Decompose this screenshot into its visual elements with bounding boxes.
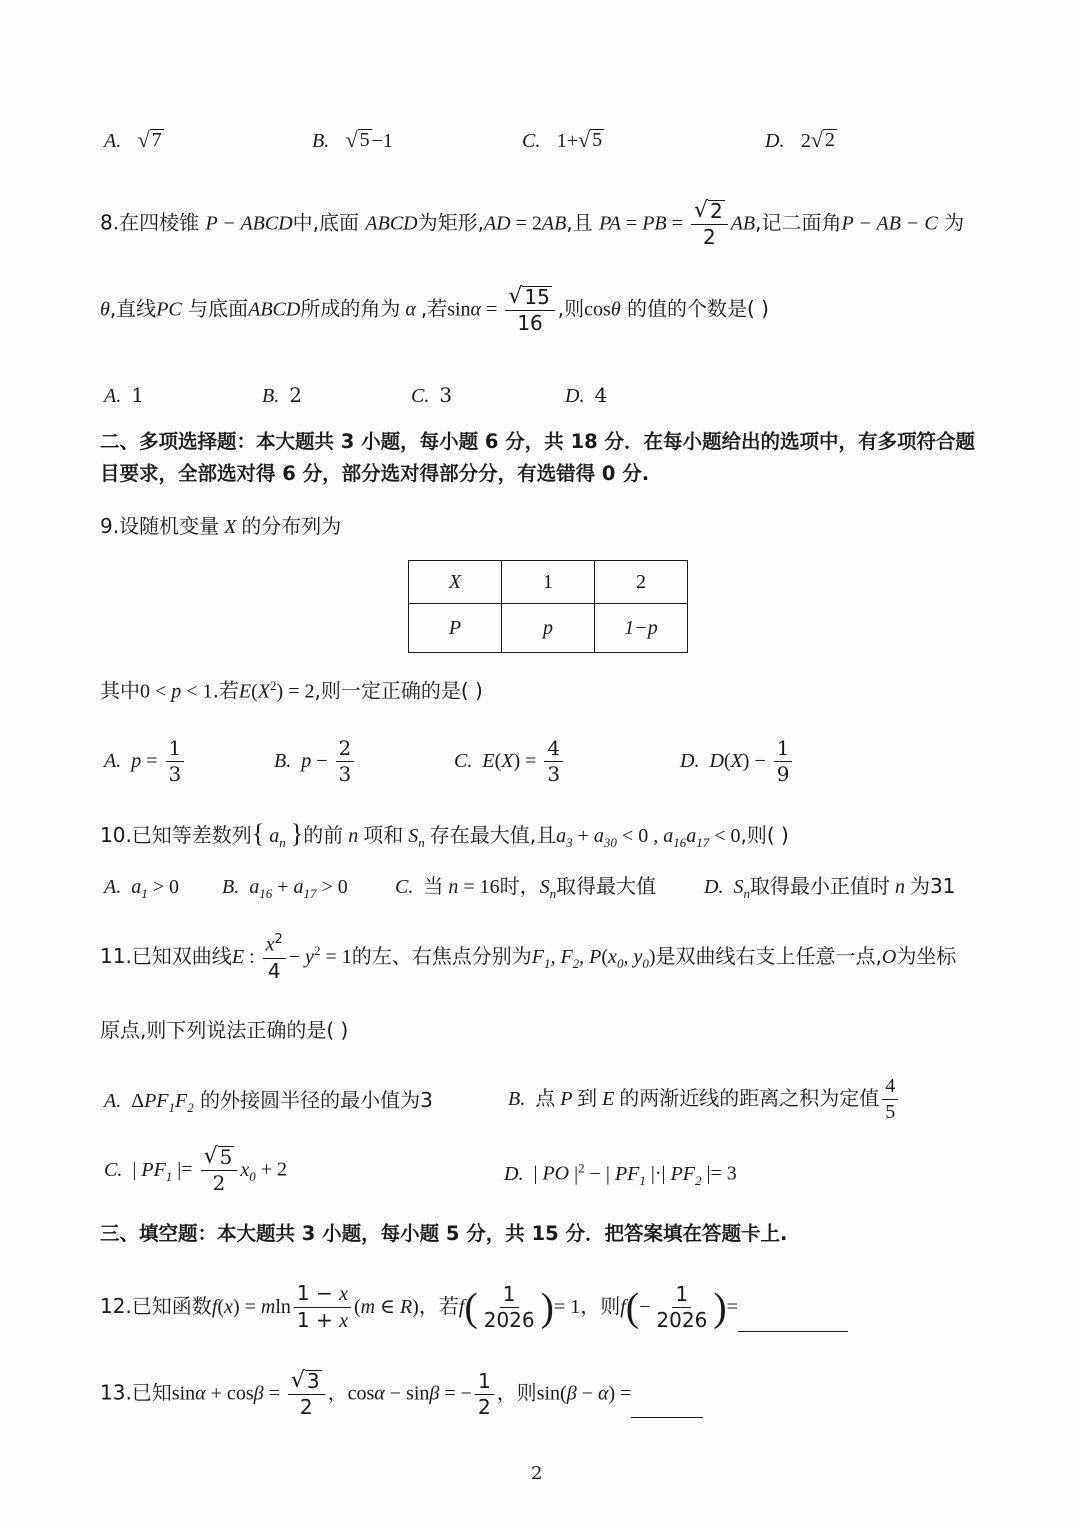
q9-distribution-table [408,560,688,653]
table-cell: p [502,604,595,653]
q8-option-b: B. 2 [262,383,302,407]
q9-intro: 9.设随机变量 X 的分布列为 [100,514,342,538]
q7-option-b: B. √ 5 −1 [312,127,393,152]
q10-option-a: A. $a_1 > 0$ [104,876,179,901]
q8-option-c: C. 3 [411,383,453,407]
q7-option-c: C. 1+ √ 5 [522,127,603,152]
q11-option-d: D. | PO $|^2$ − | $PF_1$ |·| $PF_2$ |= 3 [504,1160,737,1188]
q12-answer-blank[interactable] [738,1330,848,1332]
q7-option-a: A. √ 7 [104,127,162,152]
q9-option-a: A. p = $\frac{1}{3}$ [104,738,187,785]
q11-stem-line-1: 11.已知双曲线E : $\frac{x^2}{4}$ − $y^2 = 1$的左、右焦点分别为$F_1$, $F_2$, $P(x_0$, $y_0$)是双曲线右支上任意一点,O为坐标 [100,932,957,983]
q10-option-b: B. $a_{16} + a_{17} > 0$ [222,876,348,901]
section-2-heading-line-2: 目要求，全部选对得 6 分，部分选对得部分分，有选错得 0 分. [100,462,650,485]
q9-option-d: D. D(X) − $\frac{1}{9}$ [680,738,795,785]
q10-stem: 10.已知等差数列{ $a_n$ }的前 n 项和 $S_n$ 存在最大值,且$a_3 + a_{30} < 0$ , $a_{16}a_{17} < 0$,则( ) [100,819,789,850]
table-cell: 1 [502,561,595,604]
q10-option-c: C. 当 n = 16时，$S_n$取得最大值 [395,874,657,901]
q13-answer-blank[interactable] [631,1416,703,1418]
q7-a-value: √ 7 [137,127,162,152]
table-row [409,561,688,604]
q8-option-a: A. 1 [104,383,144,407]
q10-option-d: D. $S_n$取得最小正值时 n 为31 [704,874,956,901]
q9-option-c: C. E(X) = $\frac{4}{3}$ [454,738,566,785]
q7-option-d: D. 2 √ 2 [765,127,835,152]
q8-option-d: D. 4 [565,383,608,407]
q7-b-value: √ 5 −1 [345,127,393,152]
table-cell: X [409,561,502,604]
q7-c-value: 1+ √ 5 [556,127,603,152]
table-cell: P [409,604,502,653]
table-cell: 2 [595,561,688,604]
section-2-heading-line-1: 二、多项选择题：本大题共 3 小题，每小题 6 分，共 18 分．在每小题给出的选项中，有多项符合题 [100,430,976,453]
q8-line-2: θ,直线PC 与底面ABCD所成的角为 α ,若sinα = √ 15 16 ,则cosθ 的值的个数是( ) [100,284,769,335]
q11-option-c: C. | $PF_1$ |= √ 5 2 $x_0 + 2$ [104,1144,288,1195]
q9-condition: 其中0 < p < 1.若$E(X^2) = 2$,则一定正确的是( ) [100,678,483,703]
q7-d-value: 2 √ 2 [800,127,835,152]
q8-line-1: 8.在四棱锥 P − ABCD中,底面 ABCD为矩形,AD = 2AB,且 PA = PB = √ 2 2 AB,记二面角P − AB − C 为 [100,198,965,249]
q11-option-b: B. 点 P 到 E 的两渐近线的距离之积为定值 $\frac{4}{5}$ [508,1076,901,1123]
table-cell: 1−p [595,604,688,653]
section-3-heading: 三、填空题：本大题共 3 小题，每小题 5 分，共 15 分．把答案填在答题卡上. [100,1222,788,1245]
q12-stem: 12.已知函数f(x) = mln $\frac{1 - x}{1 + x}$ (m ∈ R)，若f( $\frac{1}{2026}$ )= 1，则f(− $\frac{1}{2026}$ )= [100,1283,848,1332]
table-row [409,604,688,653]
q9-option-b: B. p − $\frac{2}{3}$ [274,738,357,785]
q13-stem: 13.已知sinα + cosβ = √ 3 2 ，cosα − sinβ = − $\frac{1}{2}$ ，则sin(β − α) = [100,1370,703,1418]
q11-stem-line-2: 原点,则下列说法正确的是( ) [100,1018,349,1042]
page-number: 2 [531,1463,543,1484]
q11-option-a: A. $\Delta PF_1F_2$ 的外接圆半径的最小值为3 [104,1088,433,1115]
